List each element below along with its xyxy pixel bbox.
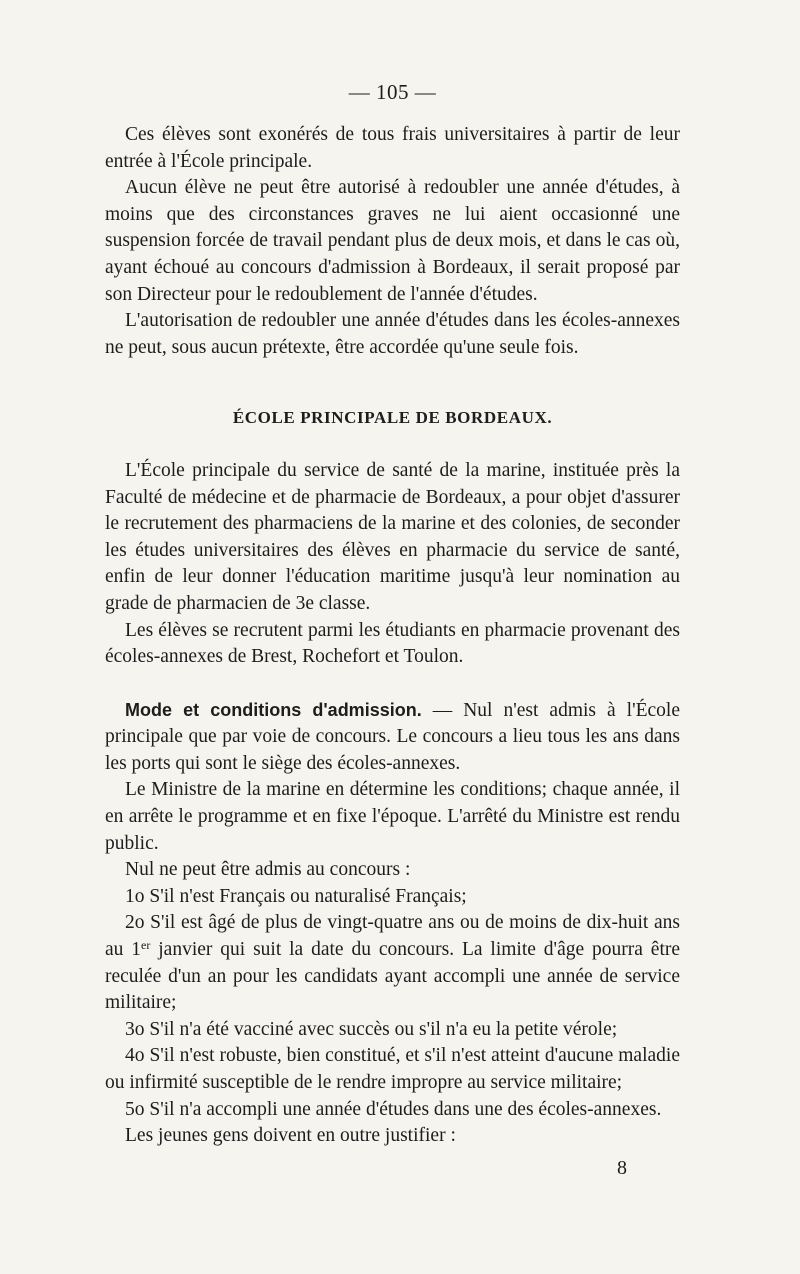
- paragraph-exoneration: Ces élèves sont exonérés de tous frais universitaires à partir de leur entrée à l'École principale.: [105, 124, 680, 172]
- paragraph-ministre: Le Ministre de la marine en détermine les conditions; chaque année, il en arrête le programme et en fixe l'époque. L'arrêté du Ministre est rendu public.: [105, 779, 680, 854]
- condition-item-3: 3o S'il n'a été vacciné avec succès ou s'il n'a eu la petite vérole;: [125, 1018, 618, 1040]
- paragraph-justifier: Les jeunes gens doivent en outre justifier :: [125, 1125, 456, 1147]
- paragraph-redoublement: Aucun élève ne peut être autorisé à redoubler une année d'études, à moins que des circonstances graves ne lui aient occasionné une suspension forcée de travail pendant plus de deux mois, et dans le cas où, ayant échoué au concours d'admission à Bordeaux, il serait proposé par son Directeur pour le redoublement de l'année d'études.: [105, 177, 680, 305]
- paragraph-spacer: [105, 671, 680, 697]
- condition-item-5: 5o S'il n'a accompli une année d'études dans une des écoles-annexes.: [125, 1098, 662, 1120]
- condition-item-2: [105, 910, 680, 1016]
- paragraph-mode-conditions: [105, 697, 680, 778]
- paragraph-ecole-principale: L'École principale du service de santé de la marine, instituée près la Faculté de médecine et de pharmacie de Bordeaux, a pour objet d'assurer le recrutement des pharmaciens de la marine et des colonies, de seconder les études universitaires des élèves en pharmacie du service de santé, enfin de leur donner l'éducation maritime jusqu'à leur nomination au grade de pharmacien de 3e classe.: [105, 459, 680, 614]
- paragraph-nul-admis: Nul ne peut être admis au concours :: [125, 859, 411, 881]
- paragraph-recrutement: Les élèves se recrutent parmi les étudiants en pharmacie provenant des écoles-annexes de Brest, Rochefort et Toulon.: [105, 619, 680, 668]
- item2-start: 2o S'il est âgé de plus de vingt-quatre ans ou de moins de dix-huit ans au 1: [105, 912, 680, 961]
- page-number: — 105 —: [348, 80, 437, 104]
- section-heading: ÉCOLE PRINCIPALE DE BORDEAUX.: [232, 408, 553, 428]
- admission-text: — Nul n'est admis à l'École principale que par voie de concours. Le concours a lieu tous les ans dans les ports qui sont le siège des écoles-annexes.: [105, 699, 680, 774]
- page-body: [105, 78, 680, 1150]
- item2-end: janvier qui suit la date du concours. La limite d'âge pourra être reculée d'un an pour les candidats ayant accompli une année de service militaire;: [105, 939, 681, 1014]
- item2-superscript: er: [141, 938, 151, 953]
- condition-item-4: 4o S'il n'est robuste, bien constitué, et s'il n'est atteint d'aucune maladie ou infirmité susceptible de le rendre impropre au service militaire;: [105, 1045, 680, 1093]
- run-in-heading: Mode et conditions d'admission.: [125, 699, 422, 720]
- paragraph-autorisation: L'autorisation de redoubler une année d'études dans les écoles-annexes ne peut, sous aucun prétexte, être accordée qu'une seule fois.: [105, 310, 680, 358]
- condition-item-1: 1o S'il n'est Français ou naturalisé Français;: [125, 885, 467, 907]
- signature-mark: 8: [617, 1157, 627, 1179]
